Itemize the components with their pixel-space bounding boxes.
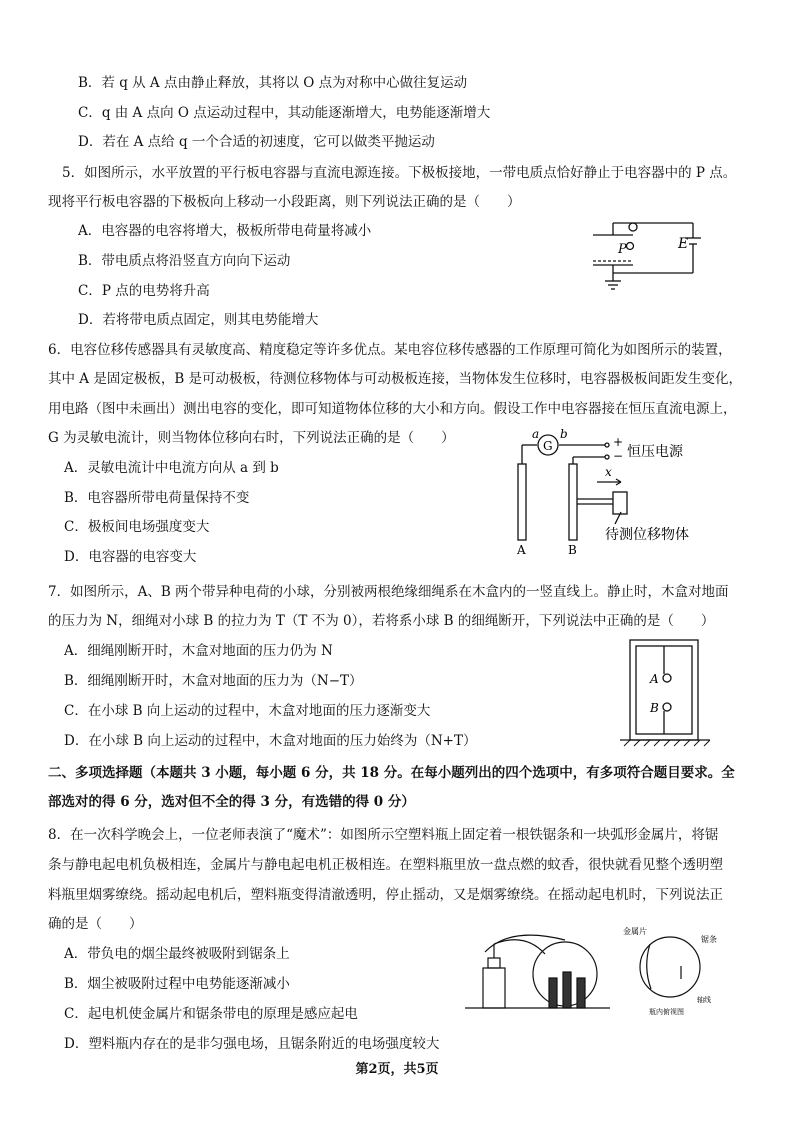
q8-option-c: C．起电机使金属片和锯条带电的原理是感应起电: [64, 1006, 358, 1022]
q7-option-b: B．细绳刚断开时，木盒对地面的压力为（N−T）: [64, 673, 363, 689]
q8-stem-line-2: 条与静电起电机负极相连，金属片与静电起电机正极相连。在塑料瓶里放一盘点燃的蚊香，很快就看见整个透明塑: [48, 857, 723, 873]
q6-stem-line-1: 6．电容位移传感器具有灵敏度高、精度稳定等许多优点。某电容位移传感器的工作原理可简化为如图所示的装置，: [48, 342, 732, 358]
q7-option-a: A．细绳刚断开时，木盒对地面的压力仍为 N: [64, 643, 333, 659]
q7-wooden-box-figure: [620, 634, 710, 750]
q4-option-b: B．若 q 从 A 点由静止释放，其将以 O 点为对称中心做往复运动: [78, 75, 468, 91]
q8-stem-line-3: 料瓶里烟雾缭绕。摇动起电机后，塑料瓶变得清澈透明，停止摇动，又是烟雾缭绕。在摇动起电机时，下列说法正: [48, 887, 723, 903]
q8-option-b: B．烟尘被吸附过程中电势能逐渐减小: [64, 976, 290, 992]
q4-option-d: D．若在 A 点给 q 一个合适的初速度，它可以做类平抛运动: [78, 134, 435, 150]
q8-stem-line-4: 确的是（ ）: [48, 916, 143, 932]
q4-option-c: C．q 由 A 点向 O 点运动过程中，其动能逐渐增大，电势能逐渐增大: [78, 105, 491, 121]
q6-displacement-sensor-figure: [505, 424, 730, 558]
q6-option-c: C．极板间电场强度变大: [64, 519, 210, 535]
q6-stem-line-3: 用电路（图中未画出）测出电容的变化，即可知道物体位移的大小和方向。假设工作中电容器接在恒压直流电源上，: [48, 401, 737, 417]
q7-fig-label-a: A: [650, 672, 659, 686]
q8-option-d: D．塑料瓶内存在的是非匀强电场，且锯条附近的电场强度较大: [64, 1036, 440, 1052]
q6-fig-x-label: x: [605, 465, 612, 479]
q6-fig-label-a-lower: a: [532, 427, 540, 441]
q7-stem-line-1: 7．如图所示，A、B 两个带异种电荷的小球，分别被两根绝缘细绳系在木盒内的一竖直线上。静止时，木盒对地面: [48, 584, 729, 600]
q7-fig-label-b: B: [650, 701, 659, 715]
q8-fig-saw-label: 锯条: [701, 935, 717, 944]
q5-capacitor-circuit-figure: [585, 213, 720, 295]
q5-option-d: D．若将带电质点固定，则其电势能增大: [78, 312, 319, 328]
q6-option-d: D．电容器的电容变大: [64, 549, 197, 565]
q6-fig-label-b-lower: b: [560, 427, 568, 441]
q6-fig-plus: +: [613, 435, 624, 449]
q8-fig-topview-label: 瓶内俯视图: [649, 1008, 684, 1016]
q7-option-c: C．在小球 B 向上运动的过程中，木盒对地面的压力逐渐变大: [64, 703, 431, 719]
q8-stem-line-1: 8．在一次科学晚会上，一位老师表演了“魔术”：如图所示空塑料瓶上固定着一根铁锯条和一块弧形金属片，将锯: [48, 827, 719, 843]
section-2-heading-line-1: 二、多项选择题（本题共 3 小题，每小题 6 分，共 18 分。在每小题列出的四个选项中，有多项符合题目要求。全: [48, 765, 735, 781]
q8-fig-metal-label: 金属片: [623, 927, 647, 936]
q5-fig-label-p: P: [618, 242, 627, 257]
q8-option-a: A．带负电的烟尘最终被吸附到锯条上: [64, 946, 290, 962]
q5-option-b: B．带电质点将沿竖直方向向下运动: [78, 253, 291, 269]
q6-stem-line-4: G 为灵敏电流计，则当物体位移向右时，下列说法正确的是（ ）: [48, 430, 455, 446]
q6-fig-source-label: 恒压电源: [627, 444, 683, 460]
q8-electrostatic-demo-figure: [465, 922, 735, 1022]
q6-stem-line-2: 其中 A 是固定极板，B 是可动极板，待测位移物体与可动极板连接，当物体发生位移时，电容器极板间距发生变化，: [48, 371, 743, 387]
q6-fig-minus: −: [613, 449, 624, 463]
q6-fig-object-label: 待测位移物体: [605, 527, 689, 543]
q6-fig-plate-b: B: [568, 543, 577, 557]
q5-stem-line-1: 5．如图所示，水平放置的平行板电容器与直流电源连接。下极板接地，一带电质点恰好静止于电容器中的 P 点。: [62, 165, 737, 181]
q5-stem-line-2: 现将平行板电容器的下极板向上移动一小段距离，则下列说法正确的是（ ）: [48, 194, 521, 210]
q7-stem-line-2: 的压力为 N，细绳对小球 B 的拉力为 T（T 不为 0），若将系小球 B 的细绳断开，下列说法中正确的是（ ）: [48, 613, 715, 629]
page-footer: 第2页，共5页: [355, 1062, 439, 1077]
q6-option-b: B．电容器所带电荷量保持不变: [64, 490, 250, 506]
q6-fig-label-g: G: [543, 439, 553, 453]
q8-fig-handle-label: 轴线: [697, 996, 711, 1004]
q6-option-a: A．灵敏电流计中电流方向从 a 到 b: [64, 460, 279, 476]
section-2-heading-line-2: 部选对的得 6 分，选对但不全的得 3 分，有选错的得 0 分）: [48, 794, 415, 810]
q5-fig-label-e: E: [678, 236, 689, 252]
q5-option-a: A．电容器的电容将增大，极板所带电荷量将减小: [78, 223, 372, 239]
q5-option-c: C．P 点的电势将升高: [78, 283, 210, 299]
q7-option-d: D．在小球 B 向上运动的过程中，木盒对地面的压力始终为（N+T）: [64, 733, 477, 749]
q6-fig-plate-a: A: [517, 543, 526, 557]
